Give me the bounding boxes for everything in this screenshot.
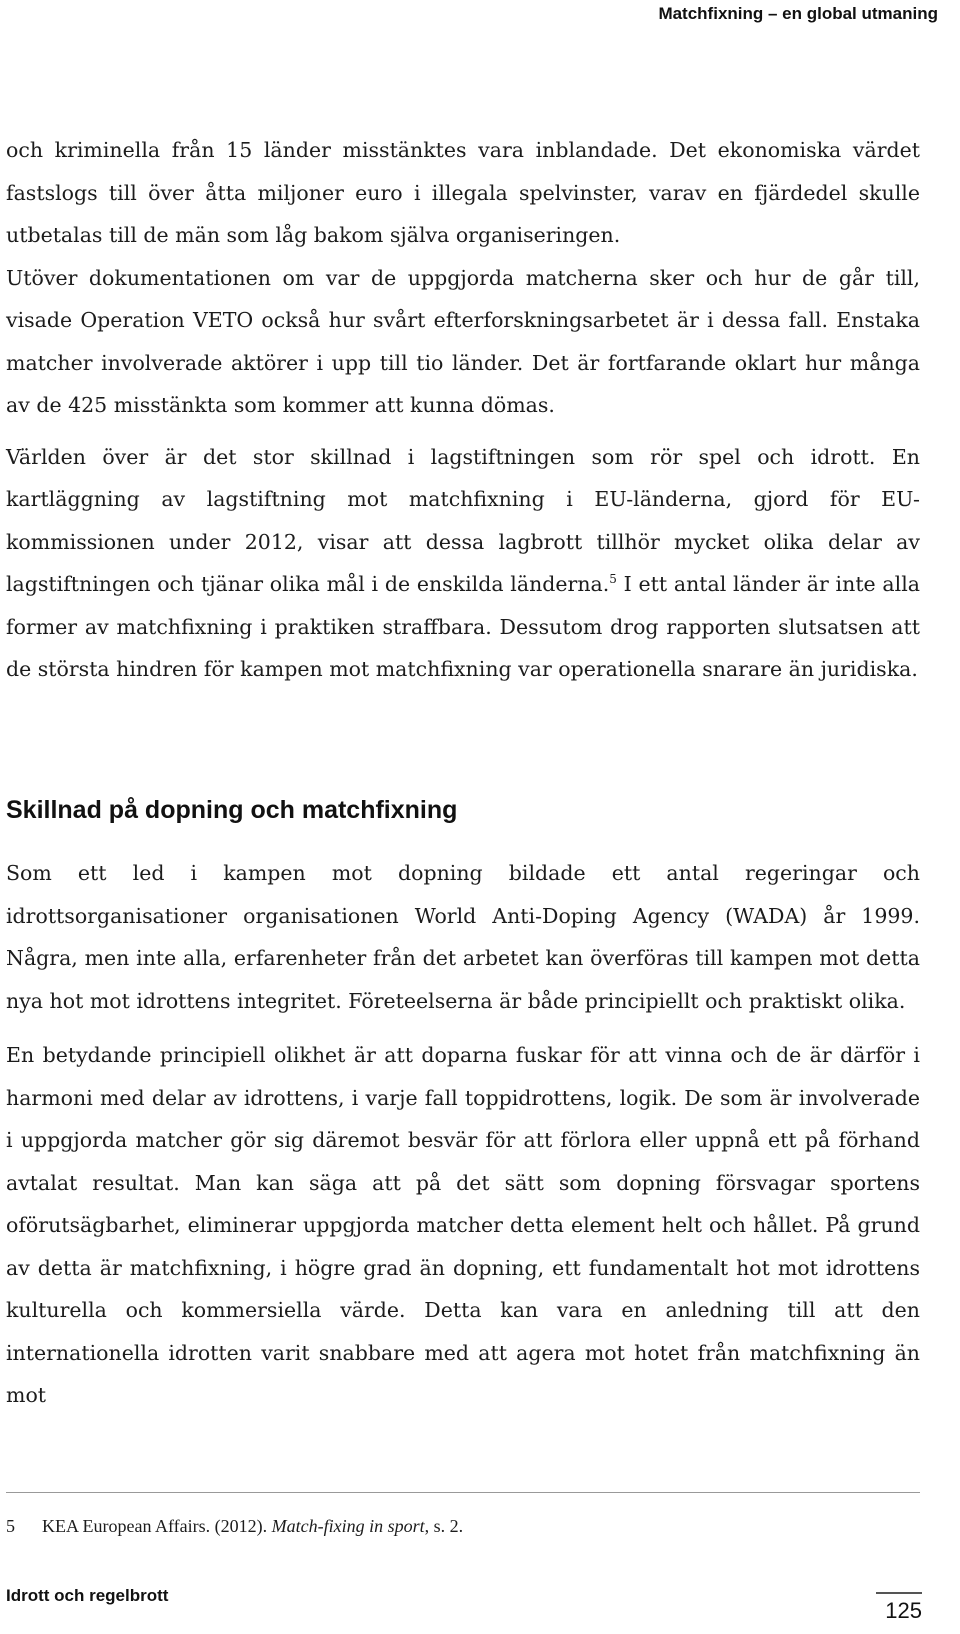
paragraph: En betydande principiell olikhet är att doparna fuskar för att vinna och de är därför i harmoni med delar av idrottens, i varje fall toppidrottens, logik. De som är involverade i uppgjorda matcher gör sig däremot besvär för att förlora eller uppnå ett på förhand avtalat resultat. Man kan säga att på det sätt som dopning försvagar sportens oförutsägbarhet, eliminerar uppgjorda matcher detta element helt och hållet. På grund av detta är matchfixning, i högre grad än dopning, ett fundamentalt hot mot idrottens kulturella och kommersiella värde. Detta kan vara en anledning till att den internationella idrotten varit snabbare med att agera mot hotet från matchfixning än mot [6,1043,920,1407]
paragraph: Som ett led i kampen mot dopning bildade ett antal regeringar och idrottsorganisationer organisationen World Anti-Doping Agency (WADA) år 1999. Några, men inte alla, erfarenheter från det arbetet kan överföras till kampen mot detta nya hot mot idrottens integritet. Företeelserna är både principiellt och praktiskt olika. [6,861,920,1013]
footnote-number: 5 [6,1516,15,1536]
section-body-1 [6,129,920,691]
footnote-text: KEA European Affairs. (2012). [42,1516,272,1536]
footnote-title: Match-fixing in sport [271,1516,425,1536]
paragraph-text: I ett antal länder är inte alla former av matchfixning i praktiken straffbara. Dessutom drog rapporten slutsatsen att de största hindren för kampen mot matchfixning var operationella snarare än juridiska. [6,572,920,681]
paragraph: Utöver dokumentationen om var de uppgjorda matcherna sker och hur de går till, visade Operation VETO också hur svårt efterforskningsarbetet är i dessa fall. Enstaka matcher involverade aktörer i upp till tio länder. Det är fortfarande oklart hur många av de 425 misstänkta som kommer att kunna dömas. [6,265,920,417]
section-body-2 [6,852,920,1417]
page-number: 125 [885,1598,922,1623]
paragraph-text: Världen över är det stor skillnad i lagstiftningen som rör spel och idrott. En kartläggning av lagstiftning mot matchfixning i EU-länderna, gjord för EU-kommissionen under 2012, visar att dessa lagbrott tillhör mycket olika delar av lagstiftningen och tjänar olika mål i de enskilda länderna. [6,444,920,596]
footnote-divider [6,1492,920,1493]
section-heading: Skillnad på dopning och matchfixning [6,796,458,824]
paragraph [6,436,920,691]
footnote-reference[interactable]: 5 [609,572,617,586]
paragraph: och kriminella från 15 länder misstänktes vara inblandade. Det ekonomiska värdet fastslogs till över åtta miljoner euro i illegala spelvinster, varav en fjärdedel skulle utbetalas till de män som låg bakom själva organiseringen. [6,138,920,247]
footnote-text-end: , s. 2. [424,1516,464,1536]
footer-book-title: Idrott och regelbrott [6,1586,169,1605]
page-number-rule [876,1592,922,1594]
footnote [6,1516,920,1537]
running-header-title: Matchfixning – en global utmaning [658,4,938,23]
